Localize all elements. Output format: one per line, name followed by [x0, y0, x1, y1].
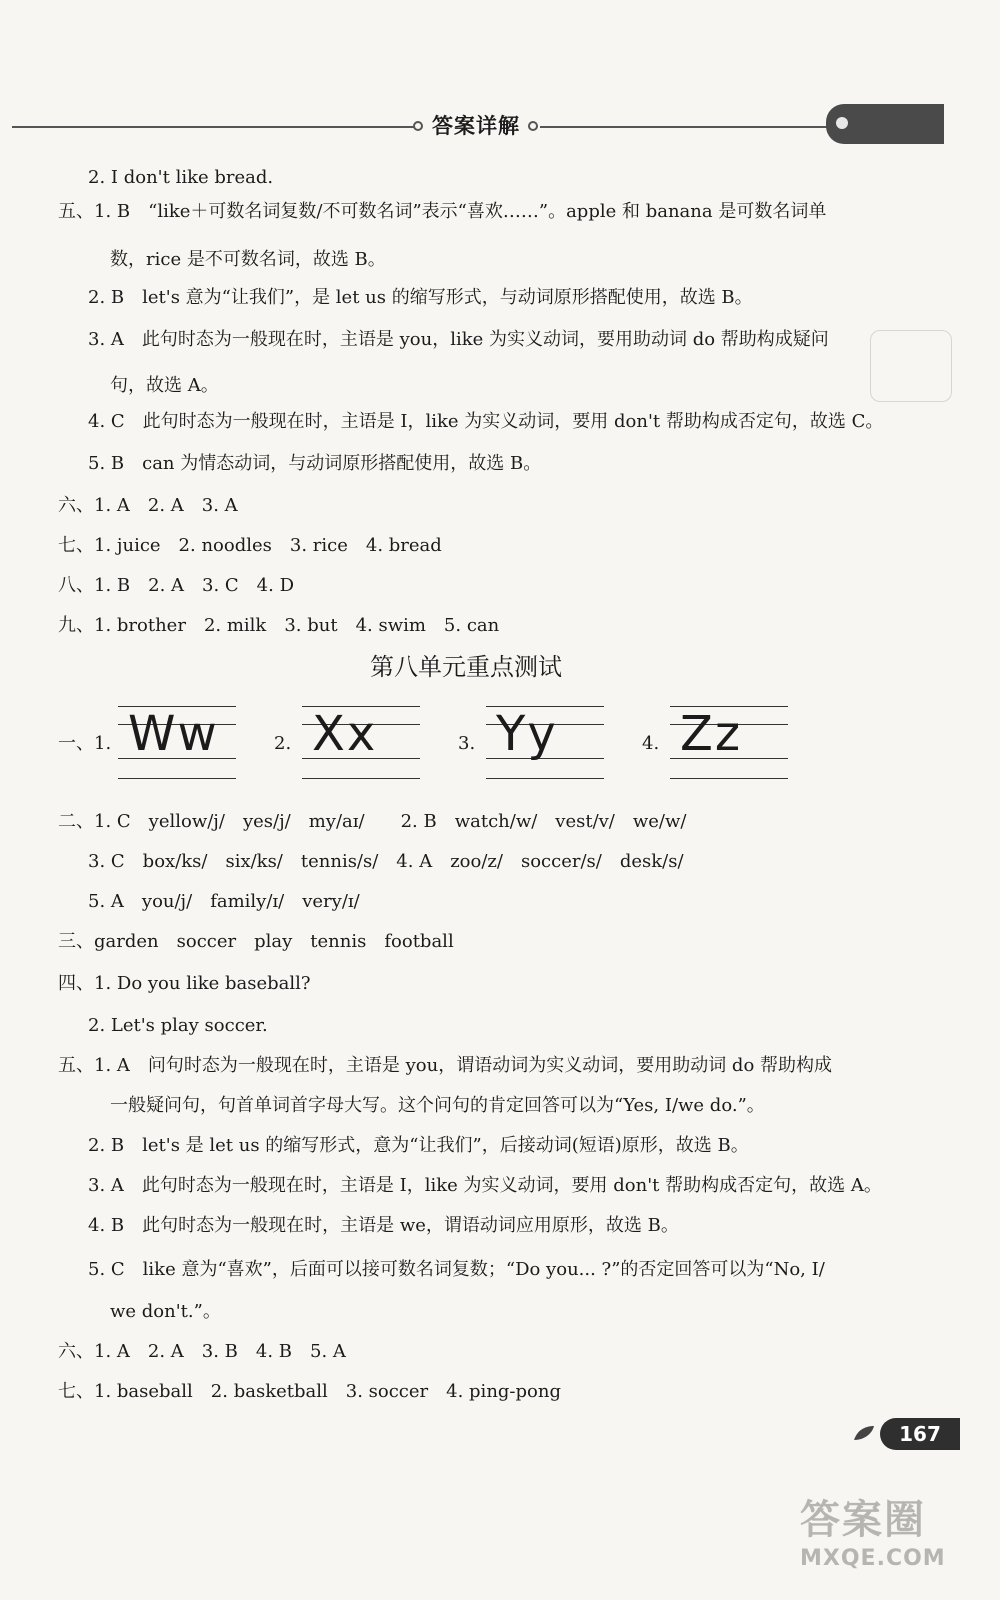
letter-glyph: Ww — [128, 706, 219, 762]
answer-line: 2. I don't like bread. — [88, 167, 274, 188]
answer-line: 五、1. A 问句时态为一般现在时，主语是 you，谓语动词为实义动词，要用助动词 do 帮助构成 — [58, 1055, 833, 1076]
answer-line: 3. A 此句时态为一般现在时，主语是 I，like 为实义动词，要用 don't 帮助构成否定句，故选 A。 — [88, 1175, 882, 1196]
letters-label-2: 2. — [274, 733, 292, 754]
answer-line: 七、1. baseball 2. basketball 3. soccer 4. ping-pong — [58, 1381, 561, 1402]
answer-line: 2. Let's play soccer. — [88, 1015, 268, 1036]
answer-line: 一般疑问句，句首单词首字母大写。这个问句的肯定回答可以为“Yes, I/we do.”。 — [110, 1095, 765, 1116]
answer-line: 二、1. C yellow/j/ yes/j/ my/aɪ/ 2. B watch/w/ vest/v/ we/w/ — [58, 811, 687, 832]
leaf-icon — [852, 1424, 876, 1442]
letter-glyph: Yy — [496, 706, 558, 762]
letter-glyph: Xx — [312, 706, 378, 762]
answer-line: 5. A you/j/ family/ɪ/ very/ɪ/ — [88, 891, 360, 912]
watermark — [800, 1495, 990, 1585]
section-title: 第八单元重点测试 — [370, 653, 562, 681]
answer-line: 4. B 此句时态为一般现在时，主语是 we，谓语动词应用原形，故选 B。 — [88, 1215, 679, 1236]
answer-line: 五、1. B “like＋可数名词复数/不可数名词”表示“喜欢……”。apple 和 banana 是可数名词单 — [58, 201, 827, 222]
stamp-mark — [870, 330, 952, 402]
answer-line: 四、1. Do you like baseball? — [58, 973, 311, 994]
letter-box-xx — [302, 702, 420, 782]
answer-line: 六、1. A 2. A 3. A — [58, 495, 238, 516]
letter-box-zz — [670, 702, 788, 782]
letters-label-4: 4. — [642, 733, 660, 754]
letter-box-ww — [118, 702, 236, 782]
header-title: 答案详解 — [432, 114, 520, 138]
answer-line: 5. B can 为情态动词，与动词原形搭配使用，故选 B。 — [88, 453, 542, 474]
answer-line: 3. C box/ks/ six/ks/ tennis/s/ 4. A zoo/z/ soccer/s/ desk/s/ — [88, 851, 684, 872]
letter-glyph: Zz — [680, 706, 743, 762]
answer-line: 数，rice 是不可数名词，故选 B。 — [110, 249, 386, 270]
answer-line: 三、garden soccer play tennis football — [58, 931, 454, 952]
answer-line: 句，故选 A。 — [110, 375, 219, 396]
header-rule-right — [540, 126, 830, 128]
answer-line: 八、1. B 2. A 3. C 4. D — [58, 575, 295, 596]
watermark-url: MXQE.COM — [800, 1546, 946, 1571]
answer-line: 2. B let's 意为“让我们”，是 let us 的缩写形式，与动词原形搭配使用，故选 B。 — [88, 287, 753, 308]
answer-line: 3. A 此句时态为一般现在时，主语是 you，like 为实义动词，要用助动词 do 帮助构成疑问 — [88, 329, 829, 350]
header-dot-right — [528, 121, 538, 131]
answer-line: 5. C like 意为“喜欢”，后面可以接可数名词复数；“Do you... ?”的否定回答可以为“No, I/ — [88, 1259, 825, 1280]
letters-prefix: 一、1. — [58, 733, 112, 754]
letters-label-3: 3. — [458, 733, 476, 754]
page-number: 167 — [880, 1418, 960, 1450]
answer-line: 2. B let's 是 let us 的缩写形式，意为“让我们”，后接动词(短语)原形，故选 B。 — [88, 1135, 749, 1156]
answer-line: 九、1. brother 2. milk 3. but 4. swim 5. can — [58, 615, 500, 636]
header-dot-left — [413, 121, 423, 131]
header-rule-left — [12, 126, 418, 128]
answer-line: 4. C 此句时态为一般现在时，主语是 I，like 为实义动词，要用 don't 帮助构成否定句，故选 C。 — [88, 411, 884, 432]
answer-line: 七、1. juice 2. noodles 3. rice 4. bread — [58, 535, 442, 556]
answer-line: we don't.”。 — [110, 1301, 221, 1322]
watermark-logo: 答案圈 — [800, 1497, 926, 1543]
letter-box-yy — [486, 702, 604, 782]
header-tab — [826, 104, 944, 144]
answer-line: 六、1. A 2. A 3. B 4. B 5. A — [58, 1341, 346, 1362]
